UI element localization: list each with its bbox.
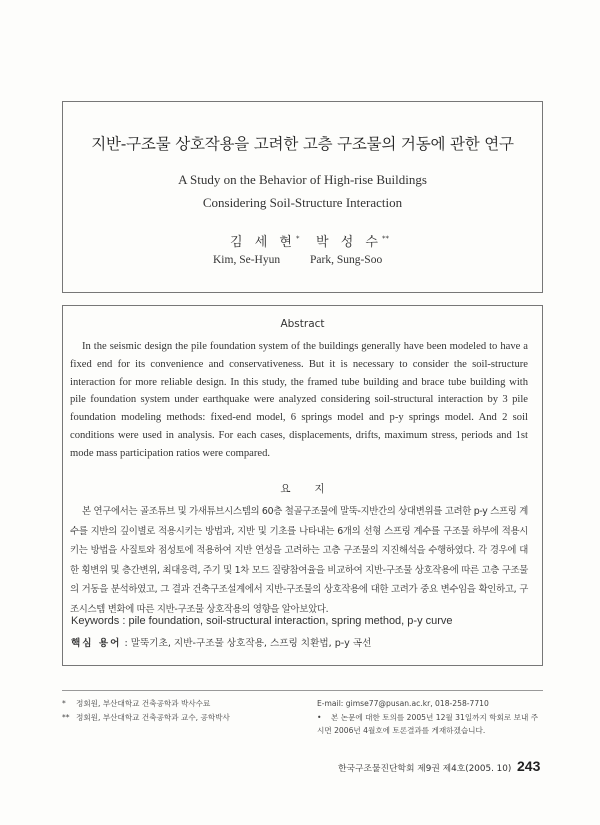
title-box: [62, 101, 543, 293]
abstract-heading: Abstract: [280, 318, 325, 330]
footnote-discussion: • 본 논문에 대한 토의를 2005년 12월 31일까지 학회로 보내 주시면 2006년 4월호에 토론결과를 게재하겠습니다.: [317, 713, 539, 735]
keywords-line: [71, 615, 453, 627]
author-2-english: Park, Sung-Soo: [310, 254, 383, 266]
footnote-divider: [62, 690, 543, 691]
keywords-korean-value: : 말뚝기초, 지반-구조물 상호작용, 스프링 치환법, p-y 곡선: [124, 638, 372, 649]
author-2-korean: 박 성 수**: [316, 234, 389, 250]
author-1-english: Kim, Se-Hyun: [213, 254, 281, 266]
korean-summary-text: 본 연구에서는 골조튜브 및 가새튜브시스템의 60층 철골구조물에 말뚝-지반간의 상대변위를 고려한 p-y 스프링 계수를 지반의 깊이별로 적용시키는 방법과, 지반 및 기초를 나타내는 6개의 선형 스프링 계수를 구조물 하부에 적용시키는 방법을 사질토와 점성토에 적용하여 지반 연성을 고려하는 고층 구조물의 지진해석을 수행하였다. 각 경우에 대한 횡변위 및 층간변위, 최대응력, 주기 및 1차 모드 질량참여율을 비교하여 지반-구조물 상호작용에 따른 고층 구조물의 거동을 분석하였고, 그 결과 건축구조설계에서 지반-구조물의 상호작용에 대한 고려가 중요 변수임을 확인하고, 구조시스템 변화에 따른 지반-구조물 상호작용의 영향을 알아보았다.: [70, 506, 528, 615]
page-number: 243: [517, 758, 541, 774]
paper-title-english-line1: A Study on the Behavior of High-rise Buildings: [178, 172, 427, 187]
keywords-label: Keywords: [71, 615, 120, 627]
footnote-author-2: ** 정회원, 부산대학교 건축공학과 교수, 공학박사: [62, 713, 230, 722]
keywords-korean-line: [71, 635, 371, 649]
abstract-box: [62, 305, 543, 666]
journal-footer: 한국구조물진단학회 제9권 제4호(2005. 10): [338, 764, 512, 774]
keywords-korean-label: 핵심 용어: [71, 638, 122, 649]
keywords-value: : pile foundation, soil-structural interaction, spring method, p-y curve: [122, 615, 453, 627]
paper-title-korean: 지반-구조물 상호작용을 고려한 고층 구조물의 거동에 관한 연구: [91, 135, 514, 153]
paper-title-english-line2: Considering Soil-Structure Interaction: [202, 195, 403, 210]
author-1-korean: 김 세 현*: [230, 234, 300, 250]
footnote-author-1: * 정회원, 부산대학교 건축공학과 박사수료: [62, 699, 211, 708]
footnote-email: E-mail: gimse77@pusan.ac.kr, 018-258-7710: [317, 699, 489, 708]
abstract-text: In the seismic design the pile foundation system of the buildings generally have been modeled to have a fixed end for its convenience and conservativeness. But it is necessary to consider the soil-structure interaction for more reliable design. In this study, the framed tube building and brace tube building with pile foundation system under earthquake were analyzed considering soil-structural interaction by 3 pile foundation modeling methods: fixed-end model, 6 springs model and p-y springs model. And 2 soil conditions were used in analysis. For each cases, displacements, drifts, maximum stress, periods and 1st mode mass participation ratios were compared.: [70, 341, 528, 459]
korean-summary-heading: 요지: [280, 483, 349, 495]
